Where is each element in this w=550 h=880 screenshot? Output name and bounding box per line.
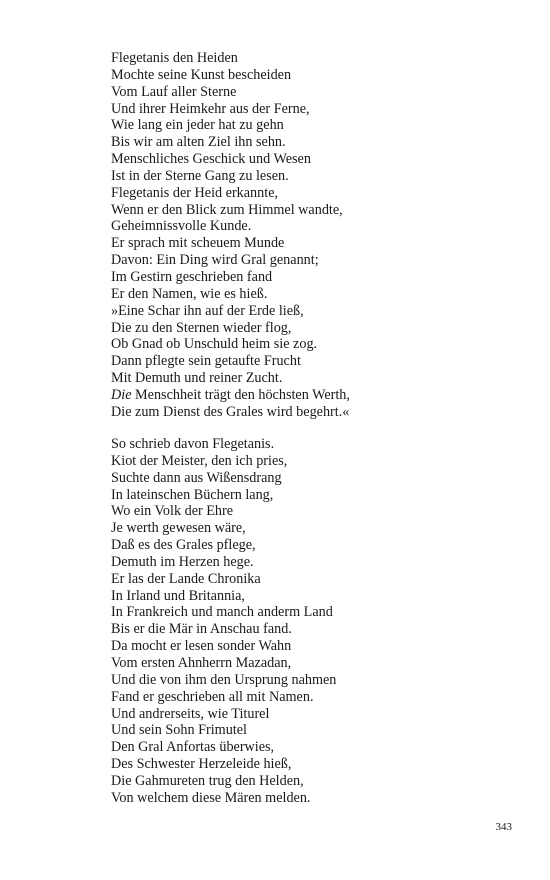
verse-line: Des Schwester Herzeleide hieß,: [111, 756, 292, 773]
verse-line: Flegetanis den Heiden: [111, 50, 238, 66]
verse-line: Je werth gewesen wäre,: [111, 520, 246, 537]
verse-line: Von welchem diese Mären melden.: [111, 789, 311, 806]
verse-line: Die zu den Sternen wieder flog,: [111, 319, 292, 336]
verse-line: Bis wir am alten Ziel ihn sehn.: [111, 134, 286, 151]
verse-line: Vom ersten Ahnherrn Mazadan,: [111, 654, 292, 671]
verse-line: Ist in der Sterne Gang zu lesen.: [111, 167, 289, 184]
verse-line: Wie lang ein jeder hat zu gehn: [111, 117, 284, 134]
verse-line: Und andrerseits, wie Titurel: [111, 705, 270, 722]
verse-line: In Irland und Britannia,: [111, 587, 245, 604]
verse-line: »Eine Schar ihn auf der Erde ließ,: [111, 302, 304, 319]
verse-line: Fand er geschrieben all mit Namen.: [111, 688, 314, 705]
verse-line: Da mocht er lesen sonder Wahn: [111, 638, 292, 655]
verse-line: Dann pflegte sein getaufte Frucht: [111, 353, 301, 370]
verse-line: Geheimnissvolle Kunde.: [111, 218, 252, 235]
verse-line: Wo ein Volk der Ehre: [111, 503, 234, 520]
verse-line: Vom Lauf aller Sterne: [111, 83, 237, 100]
verse-line-emphasis: [111, 387, 350, 404]
verse-line: Mochte seine Kunst bescheiden: [111, 66, 292, 83]
italic-word: Die: [111, 386, 132, 403]
verse-line: Er sprach mit scheuem Munde: [111, 235, 285, 252]
verse-line: So schrieb davon Flegetanis.: [111, 436, 275, 452]
stanza-2: [111, 436, 336, 807]
verse-line: Mit Demuth und reiner Zucht.: [111, 370, 283, 387]
stanza-1: [111, 50, 350, 421]
verse-line: Er den Namen, wie es hieß.: [111, 285, 268, 302]
verse-line: Davon: Ein Ding wird Gral genannt;: [111, 252, 319, 269]
verse-line: Den Gral Anfortas überwies,: [111, 739, 275, 756]
page-number: 343: [495, 821, 512, 833]
verse-line: Bis er die Mär in Anschau fand.: [111, 621, 292, 638]
verse-line: Suchte dann aus Wißensdrang: [111, 469, 282, 486]
verse-line: Und sein Sohn Frimutel: [111, 722, 247, 739]
verse-line-rest: Menschheit trägt den höchsten Werth,: [131, 386, 350, 403]
verse-line: Im Gestirn geschrieben fand: [111, 268, 273, 285]
verse-line: In Frankreich und manch anderm Land: [111, 604, 333, 621]
verse-line: Und die von ihm den Ursprung nahmen: [111, 671, 337, 688]
verse-line: Flegetanis der Heid erkannte,: [111, 184, 279, 201]
verse-line: Er las der Lande Chronika: [111, 570, 261, 587]
verse-line: In lateinschen Büchern lang,: [111, 486, 274, 503]
verse-line: Und ihrer Heimkehr aus der Ferne,: [111, 100, 310, 117]
verse-line: Wenn er den Blick zum Himmel wandte,: [111, 201, 343, 218]
verse-line: Menschliches Geschick und Wesen: [111, 151, 311, 168]
verse-line: Die zum Dienst des Grales wird begehrt.«: [111, 403, 350, 420]
verse-line: Daß es des Grales pflege,: [111, 537, 256, 554]
verse-line: Ob Gnad ob Unschuld heim sie zog.: [111, 336, 318, 353]
verse-line: Kiot der Meister, den ich pries,: [111, 452, 288, 469]
verse-line: Demuth im Herzen hege.: [111, 553, 254, 570]
verse-line: Die Gahmureten trug den Helden,: [111, 772, 304, 789]
